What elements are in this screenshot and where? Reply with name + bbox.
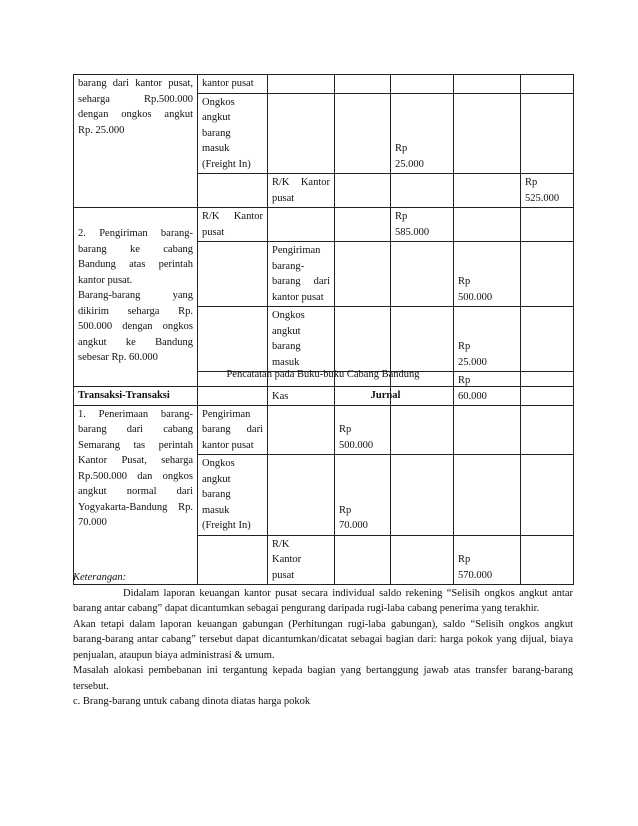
header-transactions: Transaksi-Transaksi: [74, 387, 198, 406]
amount-cell: [521, 174, 574, 208]
transaction-1-description: [74, 75, 198, 208]
empty-cell: [391, 455, 454, 536]
amount-cell: [391, 208, 454, 242]
section-caption: Pencatatan pada Buku-buku Cabang Bandung: [226, 369, 420, 380]
desc-line: 70.000: [78, 517, 107, 528]
amount-cell: [391, 93, 454, 174]
acct-line: barang dari: [202, 424, 263, 435]
acct-line: R/K: [272, 538, 290, 550]
empty-cell: [454, 208, 521, 242]
empty-cell: [198, 307, 268, 372]
desc-line: barang ke cabang: [78, 243, 193, 255]
empty-cell: [268, 93, 335, 174]
amount-cell: [335, 405, 391, 455]
desc-line: Semarang tas perintah: [78, 439, 193, 451]
desc-line: dengan ongkos angkut: [78, 109, 193, 120]
acct-line: barang: [202, 489, 231, 500]
empty-cell: [454, 75, 521, 94]
account-cell: [198, 208, 268, 242]
empty-cell: [268, 455, 335, 536]
empty-cell: [268, 75, 335, 94]
acct-line: pusat: [272, 192, 295, 204]
notes-paragraph: Masalah alokasi pembebanan ini tergantung kepada bagian yang bertanggung jawab atas transfer barang-barang tersebut.: [73, 665, 573, 692]
amount-line: Rp: [395, 143, 408, 154]
acct-line: pusat: [272, 569, 295, 581]
empty-cell: [335, 208, 391, 242]
account-cell: [268, 242, 335, 307]
acct-line: masuk: [202, 143, 230, 154]
amount-line: Rp: [458, 375, 471, 386]
acct-line: Ongkos: [272, 310, 305, 321]
empty-cell: [391, 242, 454, 307]
acct-line: barang: [202, 127, 231, 139]
empty-cell: [335, 174, 391, 208]
account-cell: [198, 405, 268, 455]
amount-line: 25.000: [395, 158, 424, 170]
empty-cell: [521, 455, 574, 536]
notes-heading: Keterangan:: [73, 572, 127, 583]
acct-line: R/K Kantor: [202, 211, 263, 222]
amount-line: Rp: [395, 211, 408, 222]
empty-cell: [391, 405, 454, 455]
desc-line: 1. Penerimaan barang-: [78, 408, 193, 420]
acct-line: (Freight In): [202, 520, 251, 531]
account-cell: Kas: [268, 372, 335, 406]
notes-section: [73, 570, 573, 710]
amount-line: 500.000: [458, 291, 493, 303]
account-cell: [198, 455, 268, 536]
amount-line: Rp: [339, 424, 352, 435]
empty-cell: [391, 75, 454, 94]
empty-cell: [391, 307, 454, 372]
empty-cell: [521, 242, 574, 307]
amount-line: Rp: [525, 177, 538, 188]
empty-cell: [454, 174, 521, 208]
acct-line: angkut: [272, 325, 301, 337]
desc-line: angkut normal dari: [78, 486, 193, 497]
empty-cell: [521, 307, 574, 372]
amount-line: Rp: [458, 276, 471, 287]
notes-paragraph: Akan tetapi dalam laporan keuangan gabungan (Perhitungan rugi-laba gabungan), saldo “Selisih ongkos angkut barang-barang antar cabang” tersebut dapat dicantumkan/dicatat sebagai bagian dari: harga pokok yang dijual, biaya penjualan, ataupun biaya administrasi & umum.: [73, 618, 573, 661]
header-journal: Jurnal: [198, 387, 574, 406]
amount-cell: [335, 455, 391, 536]
desc-line: angkut ke Bandung: [78, 336, 193, 348]
acct-line: barang-: [272, 260, 305, 272]
account-cell: [268, 174, 335, 208]
empty-cell: [198, 174, 268, 208]
empty-cell: [454, 455, 521, 536]
desc-line: seharga Rp.500.000: [78, 93, 193, 105]
desc-line: barang dari cabang: [78, 424, 193, 435]
amount-cell: [454, 307, 521, 372]
empty-cell: [521, 208, 574, 242]
acct-line: R/K Kantor: [272, 177, 330, 188]
empty-cell: [521, 93, 574, 174]
amount-line: 60.000: [458, 390, 487, 402]
notes-paragraph: c. Brang-barang untuk cabang dinota diatas harga pokok: [73, 696, 311, 707]
desc-line: sebesar Rp. 60.000: [78, 352, 158, 363]
account-cell: [198, 93, 268, 174]
amount-line: 25.000: [458, 356, 487, 368]
desc-line: barang dari kantor pusat,: [78, 78, 193, 89]
amount-line: 585.000: [395, 226, 430, 238]
notes-paragraph: Didalam laporan keuangan kantor pusat secara individual saldo rekening “Selisih ongkos angkut antar barang antar cabang” dapat dicantumkan sebagai pengurang daripada rugi-laba cabang penerima yang terakhir.: [73, 587, 573, 614]
acct-line: pusat: [202, 226, 225, 238]
desc-line: Bandung atas perintah: [78, 259, 193, 270]
desc-line: 2. Pengiriman barang-: [78, 228, 193, 239]
transaction-1-description: [74, 405, 198, 585]
amount-line: 500.000: [339, 439, 374, 451]
journal-table-branch: [73, 386, 574, 585]
empty-cell: [268, 208, 335, 242]
acct-line: Pengiriman: [272, 245, 321, 256]
acct-line: masuk: [202, 504, 230, 516]
desc-line: Rp.500.000 dan ongkos: [78, 470, 193, 482]
empty-cell: [335, 307, 391, 372]
acct-line: angkut: [202, 112, 231, 123]
amount-line: 70.000: [339, 520, 368, 531]
empty-cell: [521, 75, 574, 94]
desc-line: Rp. 25.000: [78, 124, 125, 136]
acct-line: barang dari: [272, 276, 330, 287]
empty-cell: [391, 174, 454, 208]
amount-line: 525.000: [525, 192, 560, 204]
empty-cell: [335, 93, 391, 174]
amount-line: 570.000: [458, 569, 493, 581]
acct-line: (Freight In): [202, 158, 251, 170]
amount-cell: [454, 242, 521, 307]
desc-line: Barang-barang yang: [78, 290, 193, 301]
acct-line: angkut: [202, 473, 231, 485]
empty-cell: [335, 75, 391, 94]
empty-cell: [521, 405, 574, 455]
acct-line: barang: [272, 341, 301, 352]
acct-line: masuk: [272, 356, 300, 368]
acct-line: kantor pusat: [202, 439, 254, 451]
empty-cell: [454, 93, 521, 174]
amount-line: Rp: [458, 554, 471, 565]
desc-line: Kantor Pusat, seharga: [78, 455, 193, 466]
empty-cell: [335, 242, 391, 307]
amount-line: Rp: [458, 341, 471, 352]
acct-line: Ongkos: [202, 458, 235, 469]
desc-line: dikirim seharga Rp.: [78, 305, 193, 317]
journal-table-head-office: [73, 74, 574, 406]
acct-line: Ongkos: [202, 96, 235, 108]
acct-line: Pengiriman: [202, 408, 251, 420]
acct-line: kantor pusat: [272, 291, 324, 303]
empty-cell: [268, 405, 335, 455]
empty-cell: [454, 405, 521, 455]
account-cell: [268, 307, 335, 372]
amount-line: Rp: [339, 504, 352, 516]
acct-line: Kantor: [272, 554, 302, 565]
account-cell: kantor pusat: [198, 75, 268, 94]
desc-line: 500.000 dengan ongkos: [78, 321, 193, 332]
desc-line: Yogyakarta-Bandung Rp.: [78, 501, 193, 513]
desc-line: kantor pusat.: [78, 274, 133, 286]
empty-cell: [198, 242, 268, 307]
